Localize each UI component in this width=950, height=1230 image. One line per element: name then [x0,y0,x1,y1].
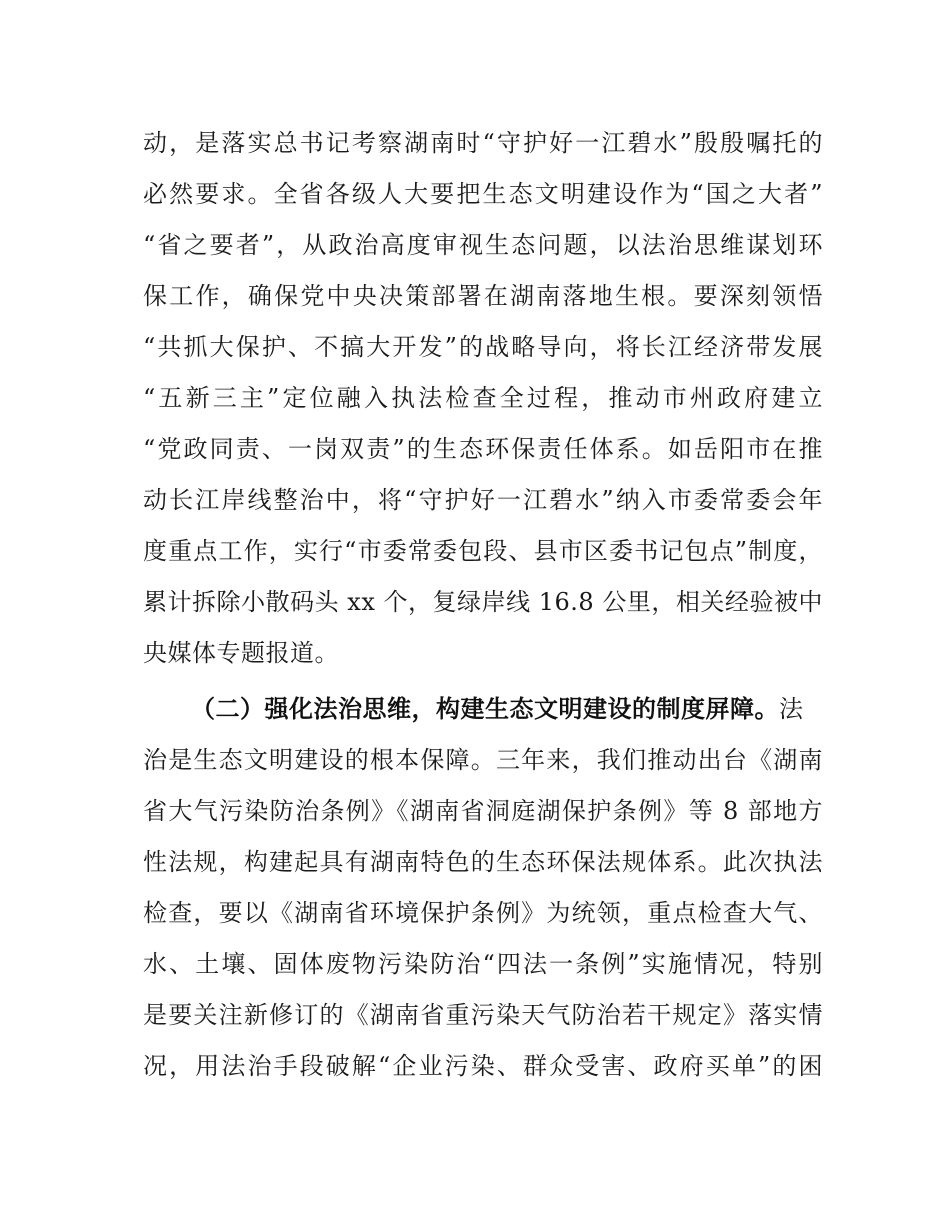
text-line: “共抓大保护、不搞大开发”的战略导向，将长江经济带发展 [143,333,823,361]
text-line: 动，是落实总书记考察湖南时“守护好一江碧水”殷殷嘱托的 [143,129,823,157]
first-line-tail: 法 [779,695,804,723]
text-line: 水、土壤、固体废物污染防治“四法一条例”实施情况，特别 [143,950,823,978]
text-line: 治是生态文明建设的根本保障。三年来，我们推动出台《湖南 [143,746,823,774]
paragraph-2-first-line [143,692,823,743]
text-line: 累计拆除小散码头 xx 个，复绿岸线 16.8 公里，相关经验被中 [143,588,823,616]
section-heading: （二）强化法治思维，构建生态文明建设的制度屏障。 [191,695,779,723]
paragraph-1 [143,126,823,687]
text-line: “五新三主”定位融入执法检查全过程，推动市州政府建立 [143,384,823,412]
text-line: 必然要求。全省各级人大要把生态文明建设作为“国之大者” [143,180,823,208]
text-line: 省大气污染防治条例》《湖南省洞庭湖保护条例》等 8 部地方 [143,797,823,825]
paragraph-2 [143,692,823,1100]
text-line: “省之要者”，从政治高度审视生态问题，以法治思维谋划环 [143,231,823,259]
text-line: 度重点工作，实行“市委常委包段、县市区委书记包点”制度， [143,537,823,565]
text-line: 是要关注新修订的《湖南省重污染天气防治若干规定》落实情 [143,1001,823,1029]
text-line: 保工作，确保党中央决策部署在湖南落地生根。要深刻领悟 [143,282,823,310]
text-line: 动长江岸线整治中，将“守护好一江碧水”纳入市委常委会年 [143,486,823,514]
text-line: 检查，要以《湖南省环境保护条例》为统领，重点检查大气、 [143,899,823,927]
text-line: 央媒体专题报道。 [143,639,339,667]
text-line: 况，用法治手段破解“企业污染、群众受害、政府买单”的困 [143,1052,823,1080]
text-line: 性法规，构建起具有湖南特色的生态环保法规体系。此次执法 [143,848,823,876]
text-line: “党政同责、一岗双责”的生态环保责任体系。如岳阳市在推 [143,435,823,463]
